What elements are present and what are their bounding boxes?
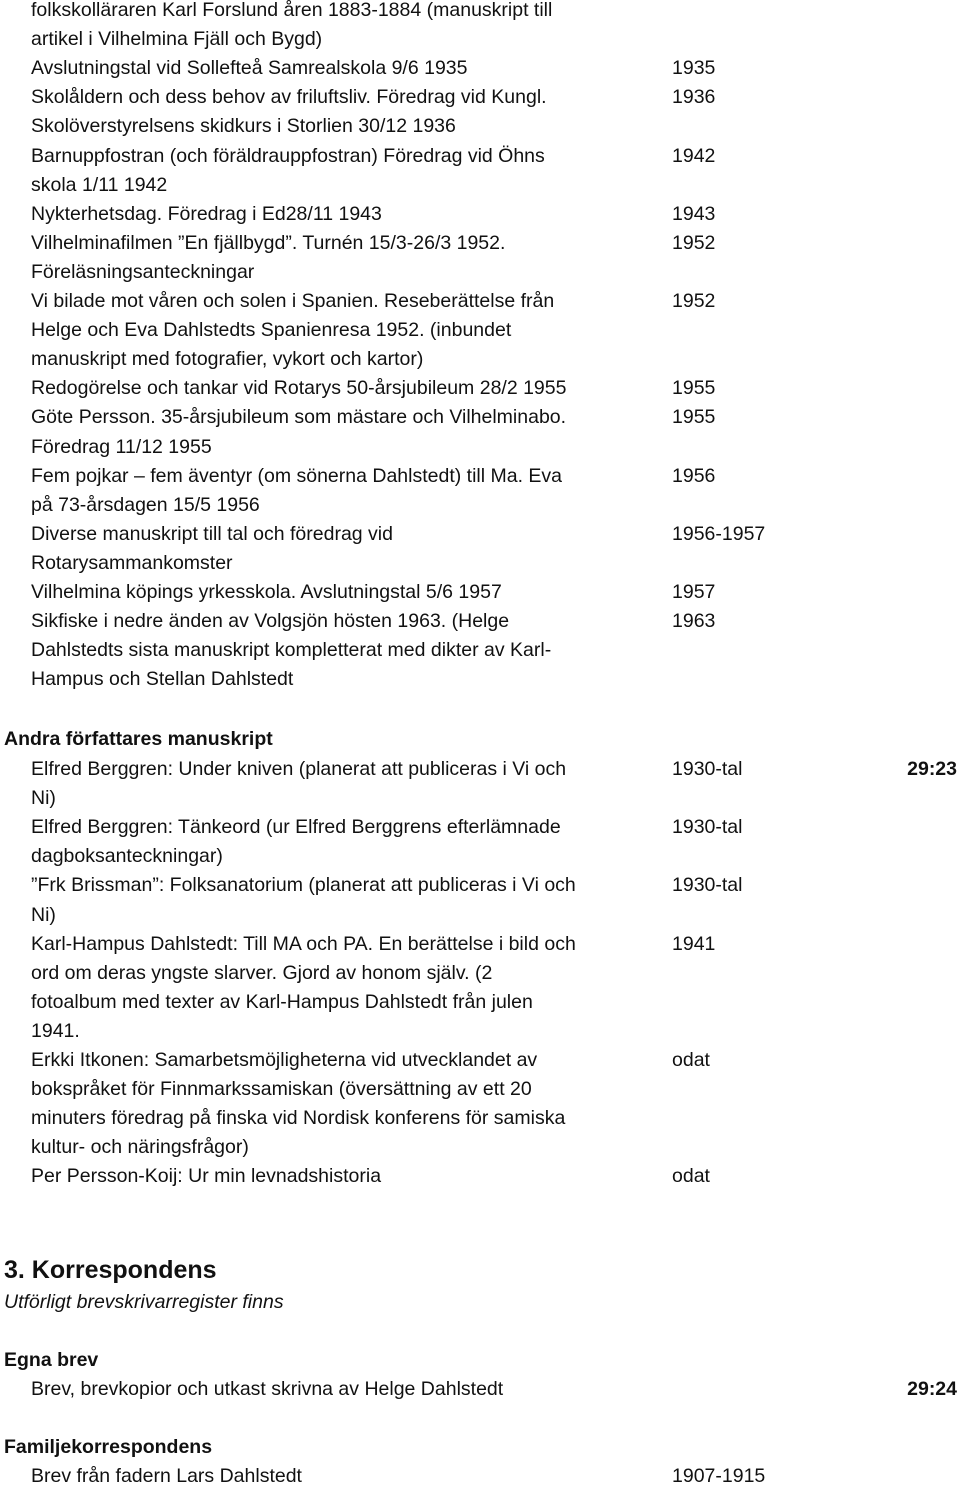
list-item-year: 1956-1957: [672, 522, 766, 545]
list-item-line: Erkki Itkonen: Samarbetsmöjligheterna vid utvecklandet av: [31, 1049, 538, 1071]
list-item-line: Föreläsningsanteckningar: [31, 260, 255, 283]
section-heading-correspondence: 3. Korrespondens: [4, 1256, 217, 1284]
list-item-year: 1935: [672, 57, 716, 80]
list-item-line: manuskript med fotografier, vykort och kartor): [31, 348, 424, 371]
list-item-line: Dahlstedts sista manuskript kompletterat med dikter av Karl-: [31, 639, 552, 662]
list-item-line: Göte Persson. 35-årsjubileum som mästare och Vilhelminabo.: [31, 406, 567, 429]
list-item-line: 1941.: [31, 1019, 80, 1042]
list-item-year: 1955: [672, 377, 716, 400]
list-item-line: Helge och Eva Dahlstedts Spanienresa 1952. (inbundet: [31, 319, 512, 342]
list-item: Brev, brevkopior och utkast skrivna av Helge Dahlstedt: [31, 1378, 504, 1400]
list-item-year: 1930-tal: [672, 758, 743, 780]
list-item-line: Redogörelse och tankar vid Rotarys 50-årsjubileum 28/2 1955: [31, 377, 567, 400]
list-item-year: odat: [672, 1049, 710, 1071]
register-note: Utförligt brevskrivarregister finns: [4, 1291, 284, 1313]
list-item-line: Vilhelmina köpings yrkesskola. Avslutningstal 5/6 1957: [31, 581, 502, 603]
list-item-line: på 73-årsdagen 15/5 1956: [31, 493, 260, 516]
list-item-year: 1941: [672, 932, 716, 955]
list-item: Brev från fadern Lars Dahlstedt: [31, 1465, 302, 1487]
list-item-line: Elfred Berggren: Under kniven (planerat att publiceras i Vi och: [31, 758, 567, 780]
list-item-line: Avslutningstal vid Sollefteå Samrealskola 9/6 1935: [31, 57, 468, 80]
section-heading-family: Familjekorrespondens: [4, 1436, 213, 1458]
list-item-line: Hampus och Stellan Dahlstedt: [31, 668, 294, 691]
section-heading-own-letters: Egna brev: [4, 1349, 99, 1371]
list-item-line: Skolåldern och dess behov av friluftsliv. Föredrag vid Kungl.: [31, 86, 547, 109]
list-item-line: kultur- och näringsfrågor): [31, 1136, 249, 1159]
list-item-line: Vilhelminafilmen ”En fjällbygd”. Turnén 15/3-26/3 1952.: [31, 231, 506, 254]
list-item-line: Föredrag 11/12 1955: [31, 435, 212, 458]
list-item-line: Ni): [31, 903, 56, 926]
list-item-line: ”Frk Brissman”: Folksanatorium (planerat att publiceras i Vi och: [31, 874, 576, 897]
list-item-year: 1943: [672, 202, 716, 225]
list-item-line: Sikfiske i nedre änden av Volgsjön hösten 1963. (Helge: [31, 610, 510, 633]
list-item-line: Nykterhetsdag. Föredrag i Ed28/11 1943: [31, 202, 382, 225]
list-item-line: Vi bilade mot våren och solen i Spanien. Reseberättelse från: [31, 290, 555, 312]
list-item-line: ord om deras yngste slarver. Gjord av honom själv. (2: [31, 961, 493, 984]
volume-number: 29:24: [907, 1378, 957, 1400]
list-item-year: 1952: [672, 231, 716, 254]
list-item-line: Karl-Hampus Dahlstedt: Till MA och PA. En berättelse i bild och: [31, 932, 576, 955]
list-item-year: 1963: [672, 610, 716, 633]
list-item-line: dagboksanteckningar): [31, 845, 223, 868]
list-item-line: Ni): [31, 787, 56, 810]
list-item-year: 1930-tal: [672, 816, 743, 839]
list-item-line: minuters föredrag på finska vid Nordisk konferens för samiska: [31, 1107, 566, 1130]
list-item-year: 1930-tal: [672, 874, 743, 897]
list-item-year: 1955: [672, 406, 716, 429]
list-item-line: skola 1/11 1942: [31, 173, 168, 196]
list-item-year: 1957: [672, 581, 716, 603]
list-item-year: 1956: [672, 464, 716, 487]
list-item-line: Skolöverstyrelsens skidkurs i Storlien 30/12 1936: [31, 115, 456, 138]
list-item-line: Barnuppfostran (och föräldrauppfostran) Föredrag vid Öhns: [31, 144, 545, 167]
list-item-line: Per Persson-Koij: Ur min levnadshistoria: [31, 1165, 382, 1188]
volume-number: 29:23: [907, 758, 957, 780]
section-heading-other-authors: Andra författares manuskript: [4, 728, 273, 750]
list-item-year: 1907-1915: [672, 1465, 766, 1487]
list-item-line: Fem pojkar – fem äventyr (om sönerna Dahlstedt) till Ma. Eva: [31, 464, 563, 487]
list-item-year: 1936: [672, 86, 716, 109]
list-item-line: Elfred Berggren: Tänkeord (ur Elfred Berggrens efterlämnade: [31, 816, 561, 839]
list-item-year: 1952: [672, 290, 716, 312]
list-item-line: artikel i Vilhelmina Fjäll och Bygd): [31, 28, 323, 51]
list-item-line: Rotarysammankomster: [31, 551, 233, 574]
list-item-year: odat: [672, 1165, 710, 1188]
list-item-line: folkskolläraren Karl Forslund åren 1883-1884 (manuskript till: [31, 0, 553, 21]
list-item-year: 1942: [672, 144, 716, 167]
list-item-line: bokspråket för Finnmarkssamiskan (översättning av ett 20: [31, 1078, 532, 1101]
list-item-line: fotoalbum med texter av Karl-Hampus Dahlstedt från julen: [31, 990, 533, 1013]
list-item-line: Diverse manuskript till tal och föredrag vid: [31, 522, 393, 545]
